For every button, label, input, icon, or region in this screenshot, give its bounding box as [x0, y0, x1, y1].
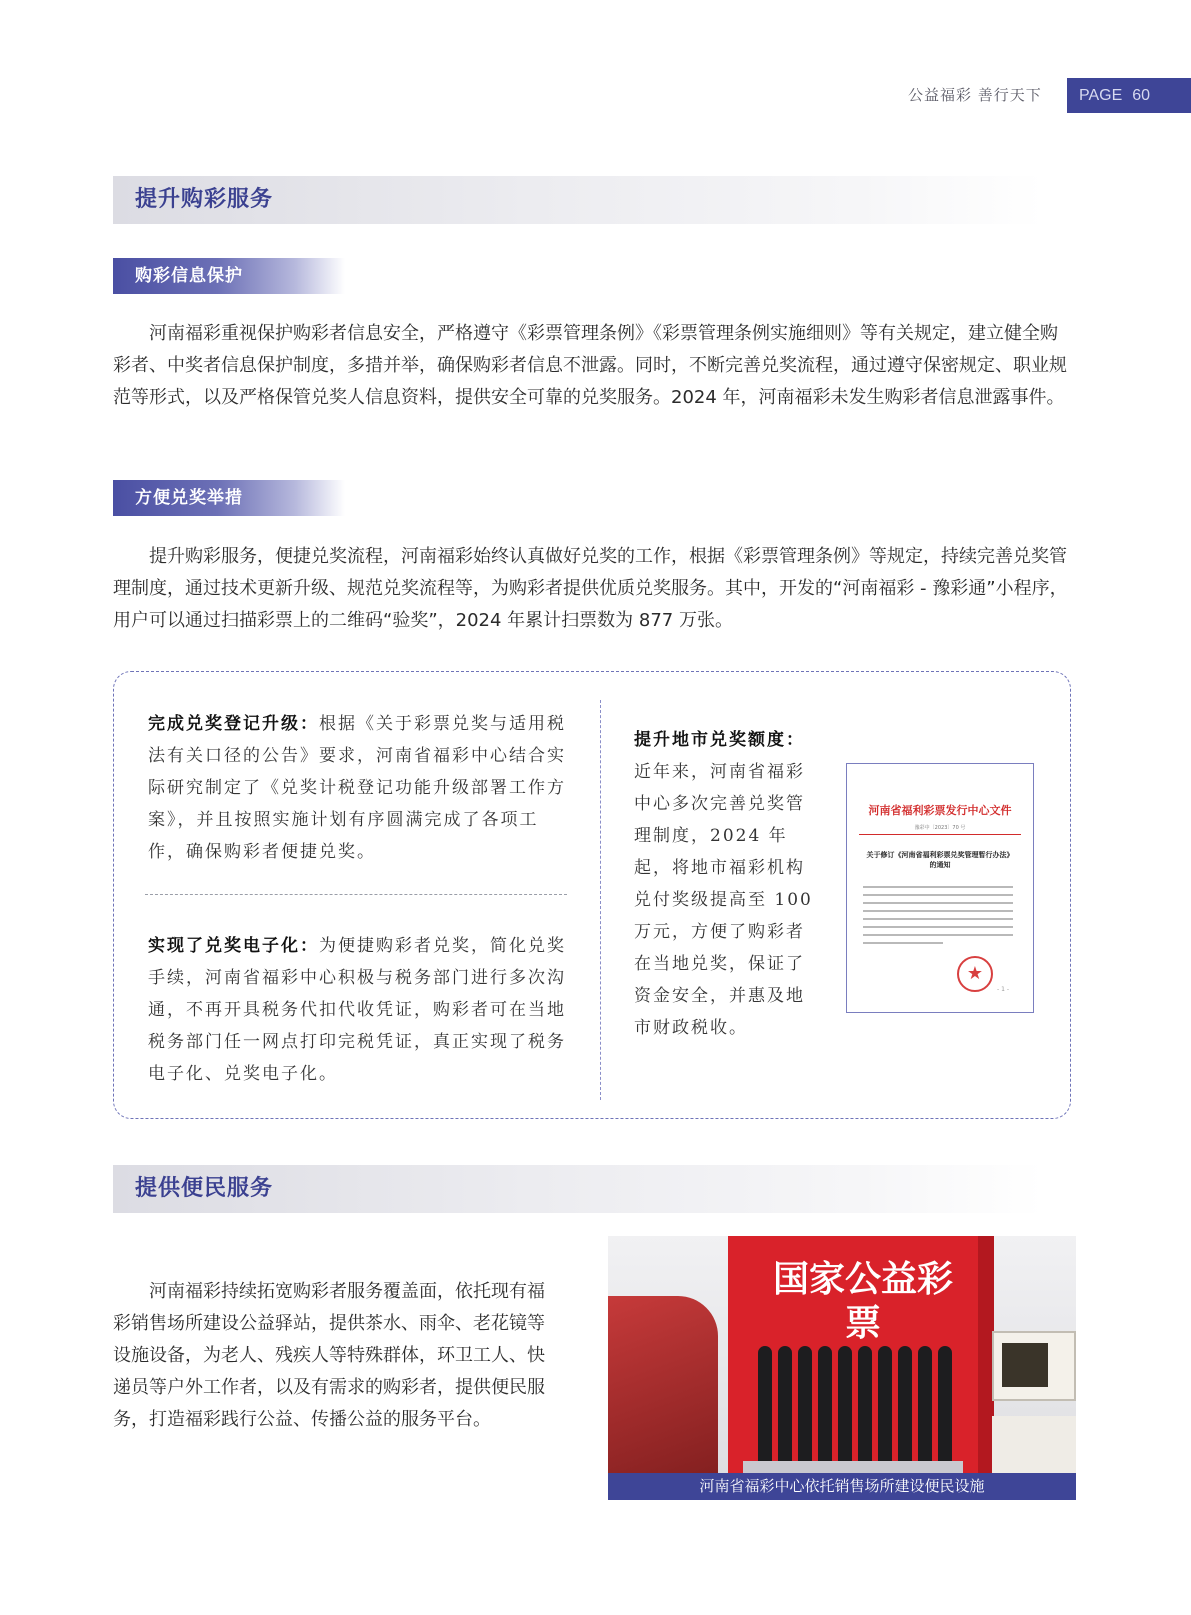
subsection-header-redemption — [113, 480, 345, 516]
box-horizontal-divider — [145, 894, 567, 895]
umbrella-icon — [838, 1346, 852, 1466]
measure-text: 根据《关于彩票兑奖与适用税法有关口径的公告》要求，河南省福彩中心结合实际研究制定了《兑奖计税登记功能升级部署工作方案》，并且按照实施计划有序圆满完成了各项工作，确保购彩者便捷兑奖。 — [148, 714, 566, 862]
measure-heading: 完成兑奖登记升级： — [148, 714, 319, 734]
page-label: PAGE — [1079, 87, 1123, 104]
measure-electronic-redemption — [148, 930, 566, 1090]
section-header-convenience — [113, 1165, 1043, 1213]
measure-text: 为便捷购彩者兑奖，简化兑奖手续，河南省福彩中心积极与税务部门进行多次沟通，不再开具税务代扣代收凭证，购彩者可在当地税务部门任一网点打印完税凭证，真正实现了税务电子化、兑奖电子化。 — [148, 936, 566, 1084]
privacy-paragraph — [113, 318, 1073, 414]
photo-chair — [608, 1296, 718, 1500]
subsection-title: 方便兑奖举措 — [135, 488, 243, 508]
paragraph-text: 河南福彩重视保护购彩者信息安全，严格遵守《彩票管理条例》《彩票管理条例实施细则》等有关规定，建立健全购彩者、中奖者信息保护制度，多措并举，确保购彩者信息不泄露。同时，不断完善兑奖流程，通过遵守保密规定、职业规范等形式，以及严格保管兑奖人信息资料，提供安全可靠的兑奖服务。2024 年，河南福彩未发生购彩者信息泄露事件。 — [113, 323, 1067, 408]
paragraph-text: 河南福彩持续拓宽购彩者服务覆盖面，依托现有福彩销售场所建设公益驿站，提供茶水、雨伞、老花镜等设施设备，为老人、残疾人等特殊群体，环卫工人、快递员等户外工作者，以及有需求的购彩者，提供便民服务，打造福彩践行公益、传播公益的服务平台。 — [113, 1281, 545, 1430]
subsection-title: 购彩信息保护 — [135, 266, 243, 286]
document-text-line — [863, 918, 1013, 920]
umbrella-icon — [938, 1346, 952, 1466]
subsection-header-privacy — [113, 258, 345, 294]
measure-city-limit — [634, 724, 818, 1044]
photo-microwave — [992, 1331, 1076, 1401]
document-red-line — [859, 834, 1021, 835]
document-header: 河南省福利彩票发行中心文件 — [868, 804, 1012, 817]
box-vertical-divider — [600, 700, 601, 1100]
section-title: 提供便民服务 — [135, 1176, 274, 1201]
document-text-line — [863, 886, 1013, 888]
section-title: 提升购彩服务 — [135, 187, 274, 212]
microwave-window — [1002, 1343, 1048, 1387]
umbrella-icon — [798, 1346, 812, 1466]
measure-heading: 提升地市兑奖额度： — [634, 730, 805, 750]
document-text-line — [863, 894, 1013, 896]
document-text-line — [863, 910, 1013, 912]
document-text-line — [863, 942, 943, 944]
paragraph-text: 提升购彩服务，便捷兑奖流程，河南福彩始终认真做好兑奖的工作，根据《彩票管理条例》等规定，持续完善兑奖管理制度，通过技术更新升级、规范兑奖流程等，为购彩者提供优质兑奖服务。其中，开发的“河南福彩 - 豫彩通”小程序，用户可以通过扫描彩票上的二维码“验奖”，2024 年累计扫票数为 877 万张。 — [113, 546, 1068, 631]
umbrella-icon — [818, 1346, 832, 1466]
section-header-service — [113, 176, 1043, 224]
umbrella-icon — [858, 1346, 872, 1466]
document-text-line — [863, 934, 1013, 936]
document-page-number: - 1 - — [997, 986, 1009, 993]
umbrella-icon — [758, 1346, 772, 1466]
document-text-line — [863, 926, 1013, 928]
page-number-badge — [1067, 78, 1191, 113]
document-number: 豫彩中〔2023〕70 号 — [914, 825, 966, 831]
measure-registration-upgrade — [148, 708, 566, 868]
document-title: 关于修订《河南省福利彩票兑奖管理暂行办法》的通知 — [866, 851, 1014, 869]
photo-cabinet-sign: 国家公益彩票 — [772, 1259, 953, 1344]
umbrella-icon — [878, 1346, 892, 1466]
measure-heading: 实现了兑奖电子化： — [148, 936, 319, 956]
station-photo — [608, 1236, 1076, 1500]
photo-caption: 河南省福彩中心依托销售场所建设便民设施 — [608, 1473, 1076, 1500]
official-document-image — [846, 763, 1034, 1013]
document-text-line — [863, 902, 1013, 904]
header-slogan: 公益福彩 善行天下 — [908, 86, 1042, 104]
umbrella-icon — [898, 1346, 912, 1466]
red-seal-icon: ★ — [957, 956, 993, 992]
measure-text: 近年来，河南省福彩中心多次完善兑奖管理制度，2024 年起，将地市福彩机构兑付奖级提高至 100 万元，方便了购彩者在当地兑奖，保证了资金安全，并惠及地市财政税收。 — [634, 762, 813, 1038]
page-number: 60 — [1132, 87, 1151, 104]
umbrella-icon — [778, 1346, 792, 1466]
convenience-paragraph — [113, 1276, 553, 1436]
redemption-paragraph — [113, 541, 1073, 637]
umbrella-icon — [918, 1346, 932, 1466]
